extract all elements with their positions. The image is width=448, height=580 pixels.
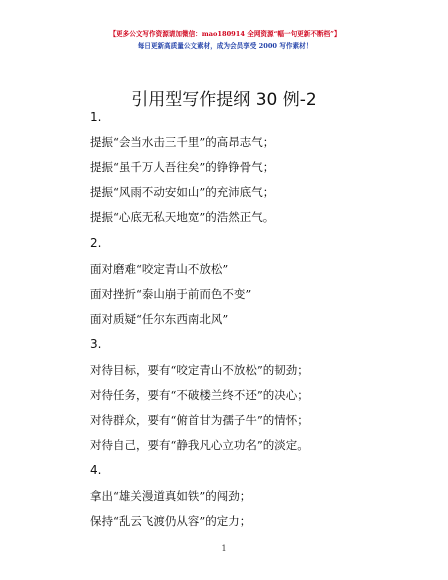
outline-line: 提振“心底无私天地宽”的浩然正气。 — [90, 210, 275, 224]
outline-line: 面对磨难“咬定青山不放松” — [90, 262, 229, 276]
outline-line: 对待自己，要有“静我凡心立功名”的淡定。 — [90, 438, 309, 452]
outline-line: 面对挫折“泰山崩于前而色不变” — [90, 287, 252, 301]
section-number: 1. — [90, 110, 102, 124]
section-number: 4. — [90, 463, 102, 477]
outline-line: 保持“乱云飞渡仍从容”的定力； — [90, 514, 252, 528]
promo-line-red: 【更多公文写作资源请加微信：mao180914 全网资源“幅一句更新不断档”】 — [109, 30, 341, 38]
outline-line: 提振“会当水击三千里”的高昂志气； — [90, 135, 275, 149]
outline-line: 对待群众，要有“俯首甘为孺子牛”的情怀； — [90, 413, 309, 427]
document-title: 引用型写作提纲 30 例-2 — [131, 90, 317, 110]
promo-line-blue: 每日更新高质量公文素材，成为会员享受 2000 写作素材！ — [137, 42, 313, 50]
outline-line: 提振“虽千万人吾往矣”的铮铮骨气； — [90, 160, 275, 174]
outline-line: 对待任务，要有“不破楼兰终不还”的决心； — [90, 388, 309, 402]
section-number: 2. — [90, 236, 102, 250]
outline-line: 拿出“雄关漫道真如铁”的闯劲； — [90, 489, 252, 503]
outline-line: 对待目标，要有“咬定青山不放松”的韧劲； — [90, 363, 309, 377]
page-number: 1 — [221, 544, 227, 553]
outline-line: 提振“风雨不动安如山”的充沛底气； — [90, 185, 275, 199]
outline-line: 面对质疑“任尔东西南北风” — [90, 312, 229, 326]
section-number: 3. — [90, 337, 102, 351]
